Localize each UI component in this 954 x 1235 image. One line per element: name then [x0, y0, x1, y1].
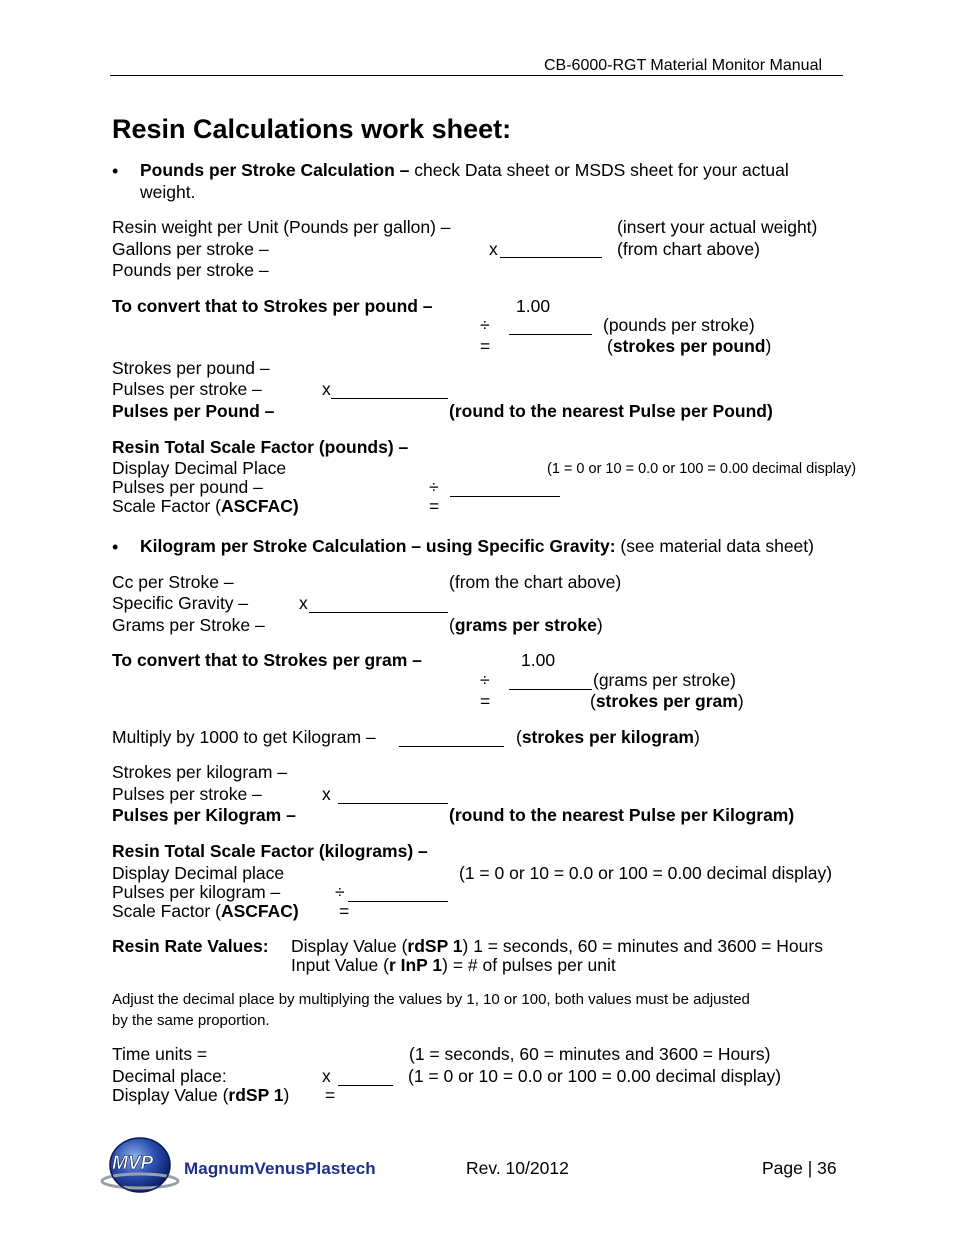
grams-per-stroke-note [449, 617, 603, 635]
pounds-per-stroke-note: (pounds per stroke) [603, 315, 755, 335]
kg-scale-equals-op: = [339, 901, 350, 921]
header-rule [110, 75, 843, 76]
decimal-place-note-rate: (1 = 0 or 10 = 0.0 or 100 = 0.00 decimal display) [408, 1066, 782, 1086]
paren-open: ( [516, 727, 522, 747]
decimal-op: x [322, 1066, 331, 1086]
rate-label: Resin Rate Values: [112, 936, 269, 956]
paren-close: ) [693, 727, 700, 747]
paren-open: ( [607, 336, 613, 356]
strokes-per-gram-note [590, 693, 744, 711]
rate-input-value [291, 957, 616, 975]
convert-pound-label: To convert that to Strokes per pound – [112, 296, 433, 316]
kg-pulses-per-stroke-blank[interactable] [338, 803, 448, 804]
scale-kg-heading: Resin Total Scale Factor (kilograms) – [112, 841, 428, 861]
display-value-pre: Display Value ( [112, 1085, 229, 1105]
pulses-per-pound-label: Pulses per Pound – [112, 401, 275, 421]
strokes-per-pound-label: Strokes per pound – [112, 358, 270, 378]
ascfac-bold: ASCFAC) [220, 496, 299, 516]
pulses-per-pound-label-2: Pulses per pound – [112, 477, 263, 497]
scale-factor-pre: Scale Factor ( [112, 901, 221, 921]
pulses-op: x [322, 379, 331, 399]
paren-open: ( [449, 615, 455, 635]
time-units-note: (1 = seconds, 60 = minutes and 3600 = Hours) [409, 1044, 771, 1064]
scale-pounds-heading: Resin Total Scale Factor (pounds) – [112, 437, 409, 457]
kg-heading [140, 538, 814, 556]
mvp-globe-icon [100, 1133, 190, 1195]
specific-gravity-label: Specific Gravity – [112, 593, 249, 613]
gallons-op: x [489, 239, 498, 259]
pulses-per-stroke-blank[interactable] [331, 398, 448, 399]
paren-open: ( [590, 691, 596, 711]
page-number: Page | 36 [762, 1158, 837, 1178]
specific-gravity-blank[interactable] [309, 612, 448, 613]
kg-scale-divide-op: ÷ [335, 882, 345, 902]
grams-per-stroke-blank[interactable] [509, 689, 592, 690]
logo-text: MagnumVenusPlastech [184, 1159, 376, 1178]
round-kg-note: (round to the nearest Pulse per Kilogram) [449, 805, 795, 825]
adjust-line-1: Adjust the decimal place by multiplying the values by 1, 10 or 100, both values must be adjusted [112, 991, 750, 1008]
decimal-place-label-rate: Decimal place: [112, 1066, 227, 1086]
resin-weight-note: (insert your actual weight) [617, 217, 818, 237]
revision: Rev. 10/2012 [466, 1158, 569, 1178]
strokes-per-kg-label: Strokes per kilogram – [112, 762, 288, 782]
display-value-label [112, 1087, 289, 1105]
kg-decimal-note: (1 = 0 or 10 = 0.0 or 100 = 0.00 decimal display) [459, 863, 833, 883]
display-pre: Display Value ( [291, 936, 408, 956]
rate-display-value [291, 938, 823, 956]
kg-heading-rest: (see material data sheet) [615, 536, 814, 556]
strokes-per-pound-bold: strokes per pound [612, 336, 766, 356]
strokes-per-gram-bold: strokes per gram [595, 691, 738, 711]
decimal-place-note: (1 = 0 or 10 = 0.0 or 100 = 0.00 decimal display) [547, 461, 857, 477]
strokes-per-pound-note [607, 338, 771, 356]
gallons-label: Gallons per stroke – [112, 239, 269, 259]
rdsp-bold: rdSP 1 [407, 936, 463, 956]
grams-per-stroke-label: Grams per Stroke – [112, 615, 265, 635]
divide-op: ÷ [480, 315, 490, 335]
scale-factor-label [112, 498, 299, 516]
pounds-heading-rest: check Data sheet or MSDS sheet for your actual [409, 160, 789, 180]
equals-op: = [480, 336, 491, 356]
gallons-blank[interactable] [500, 257, 602, 258]
bullet-icon: • [112, 161, 119, 181]
decimal-place-label: Display Decimal Place [112, 458, 287, 478]
gallons-note: (from chart above) [617, 239, 760, 259]
convert-pound-value: 1.00 [516, 296, 551, 316]
display-value-op: = [325, 1085, 336, 1105]
adjust-line-2: by the same proportion. [112, 1012, 270, 1029]
cc-per-stroke-label: Cc per Stroke – [112, 572, 234, 592]
kg-pulses-per-stroke-label: Pulses per stroke – [112, 784, 262, 804]
grams-per-stroke-bold: grams per stroke [454, 615, 597, 635]
multiply-label: Multiply by 1000 to get Kilogram – [112, 727, 376, 747]
paren-close: ) [737, 691, 744, 711]
kg-decimal-label: Display Decimal place [112, 863, 285, 883]
resin-weight-label: Resin weight per Unit (Pounds per gallon) – [112, 217, 451, 237]
sg-op: x [299, 593, 308, 613]
decimal-place-blank[interactable] [338, 1085, 393, 1086]
gram-divide-op: ÷ [480, 670, 490, 690]
bullet-icon: • [112, 537, 119, 557]
pounds-heading-cont: weight. [140, 182, 196, 202]
pounds-heading [140, 162, 789, 180]
manual-title: CB-6000-RGT Material Monitor Manual [544, 57, 823, 74]
pounds-per-stroke-blank[interactable] [509, 334, 592, 335]
pulses-per-kg-blank[interactable] [348, 901, 448, 902]
scale-divide-op: ÷ [429, 477, 439, 497]
input-post: ) = # of pulses per unit [442, 955, 616, 975]
rinp-bold: r InP 1 [388, 955, 443, 975]
pounds-per-stroke-label: Pounds per stroke – [112, 260, 269, 280]
pulses-per-stroke-label: Pulses per stroke – [112, 379, 262, 399]
gram-equals-op: = [480, 691, 491, 711]
convert-gram-value: 1.00 [521, 650, 556, 670]
strokes-per-kilogram-note [516, 729, 700, 747]
strokes-per-kilogram-bold: strokes per kilogram [521, 727, 694, 747]
grams-per-stroke-div-note: (grams per stroke) [593, 670, 736, 690]
ascfac-bold: ASCFAC) [220, 901, 299, 921]
kg-pulses-op: x [322, 784, 331, 804]
input-pre: Input Value ( [291, 955, 389, 975]
round-pound-note: (round to the nearest Pulse per Pound) [449, 401, 773, 421]
page-title: Resin Calculations work sheet: [112, 114, 512, 144]
pounds-heading-bold: Pounds per Stroke Calculation – [140, 160, 410, 180]
display-post: ) 1 = seconds, 60 = minutes and 3600 = Hours [462, 936, 823, 956]
scale-factor-pre: Scale Factor ( [112, 496, 221, 516]
kg-scale-factor-label [112, 903, 299, 921]
mvp-logo [100, 1133, 400, 1195]
cc-note: (from the chart above) [449, 572, 622, 592]
convert-gram-label: To convert that to Strokes per gram – [112, 650, 422, 670]
kilogram-blank[interactable] [399, 746, 504, 747]
rdsp-bold: rdSP 1 [228, 1085, 284, 1105]
display-value-post: ) [283, 1085, 290, 1105]
pulses-per-kg-label-2: Pulses per kilogram – [112, 882, 281, 902]
paren-close: ) [765, 336, 772, 356]
paren-close: ) [596, 615, 603, 635]
scale-equals-op: = [429, 496, 440, 516]
kg-heading-bold: Kilogram per Stroke Calculation – using Specific Gravity: [140, 536, 616, 556]
logo-badge: MVP [112, 1153, 154, 1174]
time-units-label: Time units = [112, 1044, 208, 1064]
pulses-per-kg-label: Pulses per Kilogram – [112, 805, 296, 825]
pulses-per-pound-blank[interactable] [450, 496, 560, 497]
